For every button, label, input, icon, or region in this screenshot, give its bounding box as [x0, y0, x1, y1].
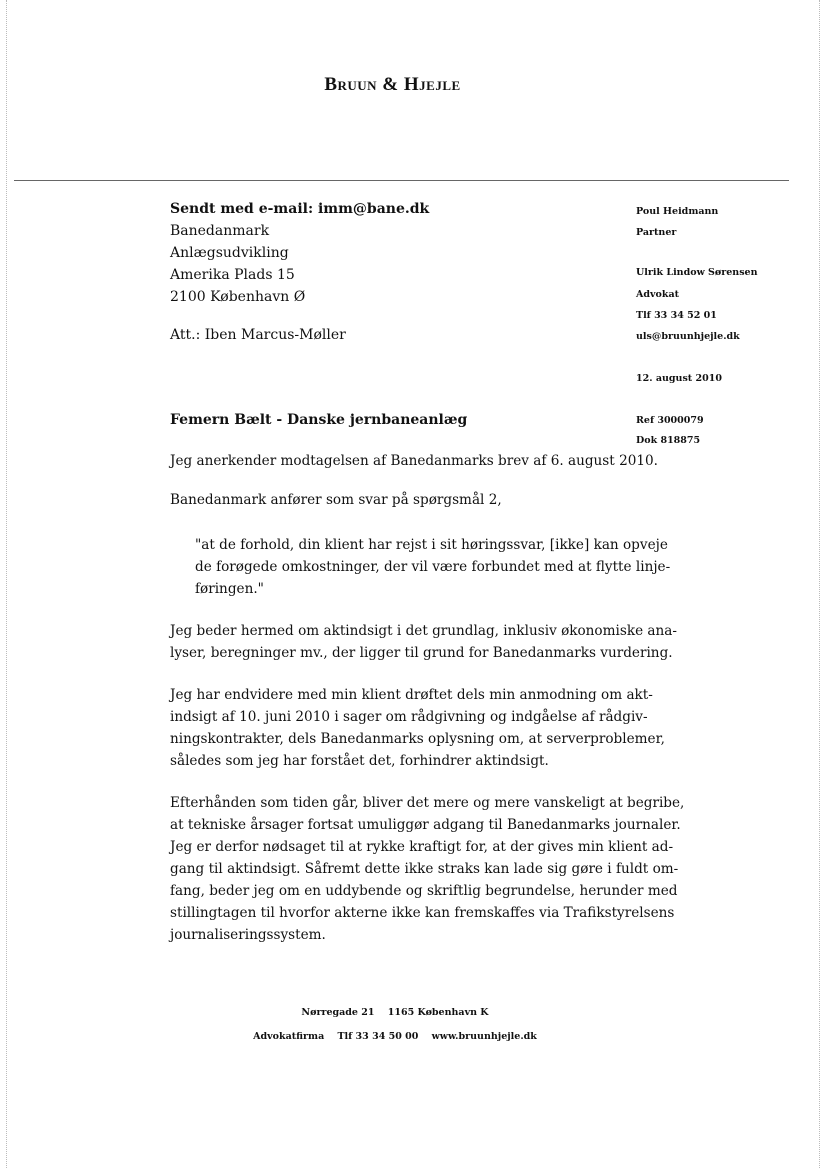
recipient-block [170, 198, 429, 346]
recipient-line: Anlægsudvikling [170, 245, 289, 261]
paragraph-4 [170, 684, 665, 772]
reference-number: Ref 3000079 [636, 415, 704, 426]
text-line: således som jeg har forstået det, forhindrer aktindsigt. [170, 753, 549, 769]
document-number: Dok 818875 [636, 435, 701, 446]
lawyer-phone: Tlf 33 34 52 01 [636, 310, 717, 321]
text-line: indsigt af 10. juni 2010 i sager om rådgivning og indgåelse af rådgiv- [170, 709, 648, 725]
text-line: gang til aktindsigt. Såfremt dette ikke straks kan lade sig gøre i fuldt om- [170, 861, 679, 877]
paragraph-2 [170, 489, 625, 511]
text-line: "at de forhold, din klient har rejst i sit høringssvar, [ikke] kan opveje [195, 537, 668, 553]
sent-by-email-line: Sendt med e-mail: imm@bane.dk [170, 201, 430, 217]
attention-line: Att.: Iben Marcus-Møller [170, 327, 346, 343]
subject-line: Femern Bælt - Danske jernbaneanlæg [170, 412, 468, 428]
paragraph-1 [170, 450, 658, 472]
text-line: fang, beder jeg om en uddybende og skriftlig begrundelse, herunder med [170, 883, 678, 899]
quote-block [195, 534, 671, 600]
lawyer-email: uls@bruunhjejle.dk [636, 331, 740, 342]
paragraph-3 [170, 620, 677, 664]
letter-date: 12. august 2010 [636, 373, 722, 384]
lawyer-title: Advokat [636, 289, 679, 300]
letterhead-logo: Bruun & Hjejle [324, 74, 461, 95]
recipient-line: Banedanmark [170, 223, 270, 239]
lawyer-name: Ulrik Lindow Sørensen [636, 267, 758, 278]
recipient-line: 2100 København Ø [170, 289, 306, 305]
text-line: Jeg anerkender modtagelsen af Banedanmarks brev af 6. august 2010. [170, 453, 658, 469]
recipient-line: Amerika Plads 15 [170, 267, 295, 283]
text-line: stillingtagen til hvorfor akterne ikke kan fremskaffes via Trafikstyrelsens [170, 905, 675, 921]
text-line: Jeg beder hermed om aktindsigt i det grundlag, inklusiv økonomiske ana- [170, 623, 677, 639]
partner-name: Poul Heidmann [636, 206, 719, 217]
footer-contact: Advokatfirma Tlf 33 34 50 00 www.bruunhjejle.dk [253, 1031, 537, 1042]
text-line: Jeg er derfor nødsaget til at rykke kraftigt for, at der gives min klient ad- [170, 839, 674, 855]
scan-edge-left [6, 0, 7, 1168]
text-line: Efterhånden som tiden går, bliver det mere og mere vanskeligt at begribe, [170, 795, 685, 811]
scan-edge-right [819, 0, 820, 1168]
text-line: Banedanmark anfører som svar på spørgsmål 2, [170, 492, 502, 508]
partner-title: Partner [636, 227, 677, 238]
paragraph-5 [170, 792, 685, 946]
text-line: at tekniske årsager fortsat umuliggør adgang til Banedanmarks journaler. [170, 817, 681, 833]
text-line: føringen." [195, 581, 264, 597]
text-line: lyser, beregninger mv., der ligger til grund for Banedanmarks vurdering. [170, 645, 673, 661]
text-line: Jeg har endvidere med min klient drøftet dels min anmodning om akt- [170, 687, 653, 703]
footer-address: Nørregade 21 1165 København K [301, 1007, 489, 1018]
header-divider [14, 180, 789, 181]
text-line: journaliseringssystem. [170, 927, 326, 943]
text-line: de forøgede omkostninger, der vil være forbundet med at flytte linje- [195, 559, 671, 575]
text-line: ningskontrakter, dels Banedanmarks oplysning om, at serverproblemer, [170, 731, 665, 747]
